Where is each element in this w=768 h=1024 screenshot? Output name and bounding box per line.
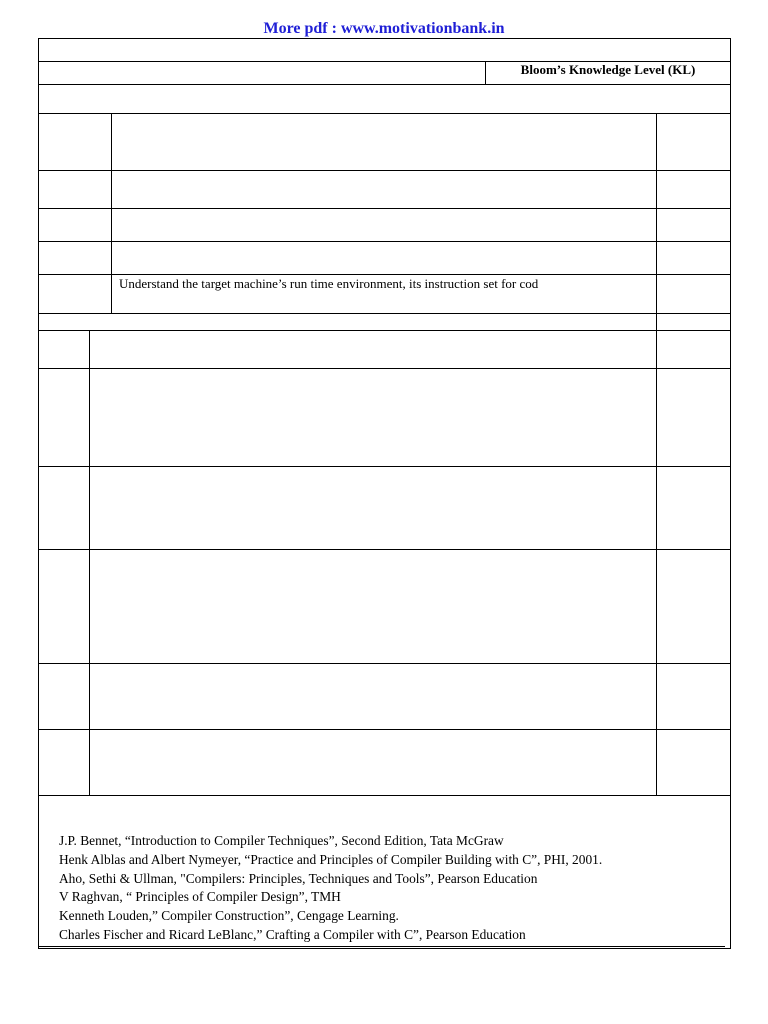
row-divider [38,274,731,275]
hours-column-divider [656,330,657,795]
reference-item: Aho, Sethi & Ullman, "Compilers: Principles, Techniques and Tools”, Pearson Education [59,870,538,886]
unit-column-divider [111,113,112,313]
reference-item: Kenneth Louden,” Compiler Construction”, Cengage Learning. [59,908,399,924]
table-top-border [38,38,731,39]
row-divider [38,466,731,467]
table-left-border [38,38,39,949]
references-list [59,832,602,945]
kl-column-divider [656,113,657,330]
row-divider [38,368,731,369]
row-divider [38,170,731,171]
reference-item: J.P. Bennet, “Introduction to Compiler Techniques”, Second Edition, Tata McGraw [59,833,504,848]
row-divider [38,549,731,550]
table-bottom-border-shadow [38,948,731,949]
row-divider [38,241,731,242]
reference-item: V Raghvan, “ Principles of Compiler Design”, TMH [59,889,341,905]
row-divider [38,113,731,114]
table-right-border [730,38,731,949]
blooms-kl-header: Bloom’s Knowledge Level (KL) [520,62,696,77]
more-pdf-link[interactable]: More pdf : www.motivationbank.in [263,20,505,37]
row-divider [38,84,731,85]
row-divider [38,663,731,664]
row-divider [38,313,731,314]
unit-column-divider [89,330,90,795]
table-bottom-border [38,946,725,947]
reference-item: Henk Alblas and Albert Nymeyer, “Practice and Principles of Compiler Building with C”, PHI, 2001. [59,851,603,867]
reference-item: Charles Fischer and Ricard LeBlanc,” Crafting a Compiler with C”, Pearson Education [59,926,526,942]
row-divider [38,330,731,331]
row-divider [38,795,731,796]
row-divider [38,208,731,209]
course-outcome-text: Understand the target machine’s run time environment, its instruction set for cod [119,276,539,291]
row-divider [38,729,731,730]
